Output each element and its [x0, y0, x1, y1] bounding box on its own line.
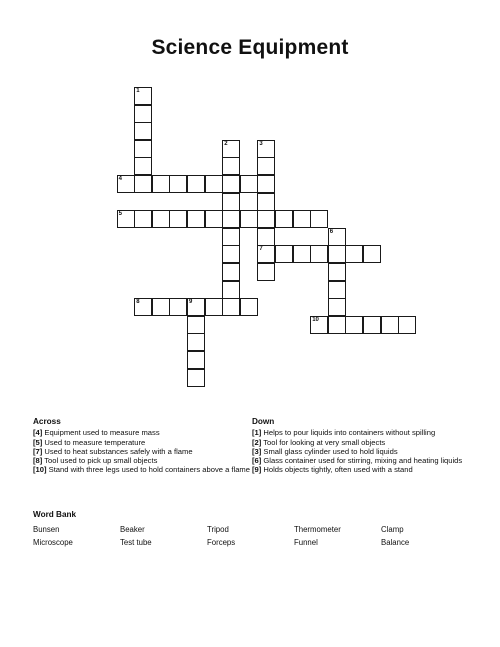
word-bank-word: Tripod	[207, 525, 229, 534]
down-heading: Down	[252, 417, 275, 426]
grid-cell[interactable]	[187, 351, 205, 369]
clue-number-label: [10]	[33, 465, 47, 475]
grid-cell[interactable]	[222, 157, 240, 175]
clue-text: Equipment used to measure mass	[42, 428, 160, 438]
grid-cell[interactable]	[257, 175, 275, 193]
grid-cell[interactable]	[345, 316, 363, 334]
across-clue-list	[33, 428, 258, 474]
grid-cell[interactable]	[257, 193, 275, 211]
clue-number-label: [6]	[252, 456, 262, 466]
across-clue	[33, 465, 258, 474]
word-bank-word: Balance	[381, 538, 410, 547]
clue-number-label: [5]	[33, 437, 43, 447]
grid-cell[interactable]	[328, 281, 346, 299]
clue-number-label: [7]	[33, 446, 43, 456]
grid-cell[interactable]	[381, 316, 399, 334]
grid-cell[interactable]	[310, 245, 328, 263]
grid-cell[interactable]	[310, 316, 328, 334]
grid-cell[interactable]	[134, 105, 152, 123]
grid-cell[interactable]	[222, 228, 240, 246]
grid-cell[interactable]	[152, 175, 170, 193]
grid-cell[interactable]	[222, 193, 240, 211]
grid-cell[interactable]	[187, 369, 205, 387]
grid-cell[interactable]	[222, 210, 240, 228]
clue-number-label: [8]	[33, 456, 43, 466]
word-bank-heading: Word Bank	[33, 510, 77, 519]
grid-cell[interactable]	[363, 316, 381, 334]
word-bank-word: Beaker	[120, 525, 145, 534]
down-clue	[252, 438, 477, 447]
grid-cell[interactable]	[134, 175, 152, 193]
clue-number: 1	[136, 88, 140, 94]
grid-cell[interactable]	[152, 210, 170, 228]
grid-cell[interactable]	[134, 122, 152, 140]
grid-cell[interactable]	[257, 245, 275, 263]
down-clue	[252, 428, 477, 437]
clue-number-label: [3]	[252, 446, 262, 456]
grid-cell[interactable]	[257, 228, 275, 246]
grid-cell[interactable]	[257, 157, 275, 175]
across-clues	[33, 417, 258, 475]
grid-cell[interactable]	[222, 298, 240, 316]
grid-cell[interactable]	[187, 298, 205, 316]
clue-number: 9	[189, 299, 193, 306]
grid-cell[interactable]	[240, 210, 258, 228]
grid-cell[interactable]	[328, 228, 346, 246]
clue-text: Used to measure temperature	[42, 437, 146, 447]
clue-text: Glass container used for stirring, mixing and heating liquids	[261, 456, 463, 466]
clue-number: 3	[259, 140, 263, 147]
across-clue	[33, 456, 258, 465]
grid-cell[interactable]	[152, 298, 170, 316]
grid-cell[interactable]	[117, 210, 135, 228]
grid-cell[interactable]	[240, 298, 258, 316]
grid-cell[interactable]	[293, 245, 311, 263]
grid-cell[interactable]	[222, 175, 240, 193]
grid-cell[interactable]	[328, 245, 346, 263]
across-heading: Across	[33, 417, 61, 426]
across-clue	[33, 438, 258, 447]
down-clue	[252, 447, 477, 456]
grid-cell[interactable]	[134, 87, 152, 105]
clue-number: 6	[329, 228, 334, 235]
grid-cell[interactable]	[275, 245, 293, 263]
grid-cell[interactable]	[328, 298, 346, 316]
grid-cell[interactable]	[169, 210, 187, 228]
word-bank-word: Forceps	[207, 538, 236, 547]
grid-cell[interactable]	[328, 263, 346, 281]
grid-cell[interactable]	[398, 316, 416, 334]
grid-cell[interactable]	[257, 263, 275, 281]
clue-number: 5	[118, 211, 122, 218]
page-title: Science Equipment	[151, 36, 349, 59]
grid-cell[interactable]	[205, 298, 223, 316]
clue-text: Stand with three legs used to hold containers above a flame	[46, 465, 250, 475]
grid-cell[interactable]	[205, 175, 223, 193]
word-bank-word: Bunsen	[33, 525, 60, 534]
grid-cell[interactable]	[222, 140, 240, 158]
grid-cell[interactable]	[240, 175, 258, 193]
grid-cell[interactable]	[134, 157, 152, 175]
clue-number: 10	[312, 316, 319, 323]
grid-cell[interactable]	[345, 245, 363, 263]
grid-cell[interactable]	[222, 263, 240, 281]
clue-number-label: [1]	[252, 428, 262, 438]
grid-cell[interactable]	[117, 175, 135, 193]
clue-number-label: [2]	[252, 437, 262, 447]
across-clue	[33, 428, 258, 437]
clue-number: 7	[259, 246, 263, 253]
grid-cell[interactable]	[257, 140, 275, 158]
clue-number: 2	[224, 140, 228, 147]
word-bank-word: Thermometer	[294, 525, 341, 534]
grid-cell[interactable]	[205, 210, 223, 228]
grid-cell[interactable]	[257, 210, 275, 228]
grid-cell[interactable]	[134, 140, 152, 158]
clue-text: Small glass cylinder used to hold liquids	[261, 446, 398, 456]
grid-cell[interactable]	[169, 175, 187, 193]
grid-cell[interactable]	[222, 281, 240, 299]
clue-text: Used to heat substances safely with a flame	[42, 446, 193, 456]
across-clue	[33, 447, 258, 456]
clue-text: Helps to pour liquids into containers without spilling	[261, 428, 436, 438]
clue-number-label: [9]	[252, 465, 262, 475]
grid-cell[interactable]	[328, 316, 346, 334]
grid-cell[interactable]	[134, 210, 152, 228]
grid-cell[interactable]	[363, 245, 381, 263]
grid-cell[interactable]	[293, 210, 311, 228]
down-clue	[252, 465, 477, 474]
grid-cell[interactable]	[187, 316, 205, 334]
word-bank-word: Test tube	[120, 538, 152, 547]
clue-text: Tool used to pick up small objects	[42, 456, 158, 466]
down-clues	[252, 417, 477, 475]
grid-cell[interactable]	[169, 298, 187, 316]
grid-cell[interactable]	[187, 333, 205, 351]
down-clue	[252, 456, 477, 465]
clue-text: Holds objects tightly, often used with a stand	[261, 465, 413, 475]
grid-cell[interactable]	[310, 210, 328, 228]
clue-text: Tool for looking at very small objects	[261, 437, 386, 447]
clue-number: 4	[118, 176, 122, 182]
grid-cell[interactable]	[134, 298, 152, 316]
grid-cell[interactable]	[222, 245, 240, 263]
grid-cell[interactable]	[187, 210, 205, 228]
word-bank-word: Microscope	[33, 538, 73, 547]
down-clue-list	[252, 428, 477, 474]
word-bank-word: Clamp	[381, 525, 404, 534]
grid-cell[interactable]	[187, 175, 205, 193]
word-bank-word: Funnel	[294, 538, 318, 547]
clue-number-label: [4]	[33, 428, 43, 438]
grid-cell[interactable]	[275, 210, 293, 228]
clue-number: 8	[136, 299, 140, 306]
